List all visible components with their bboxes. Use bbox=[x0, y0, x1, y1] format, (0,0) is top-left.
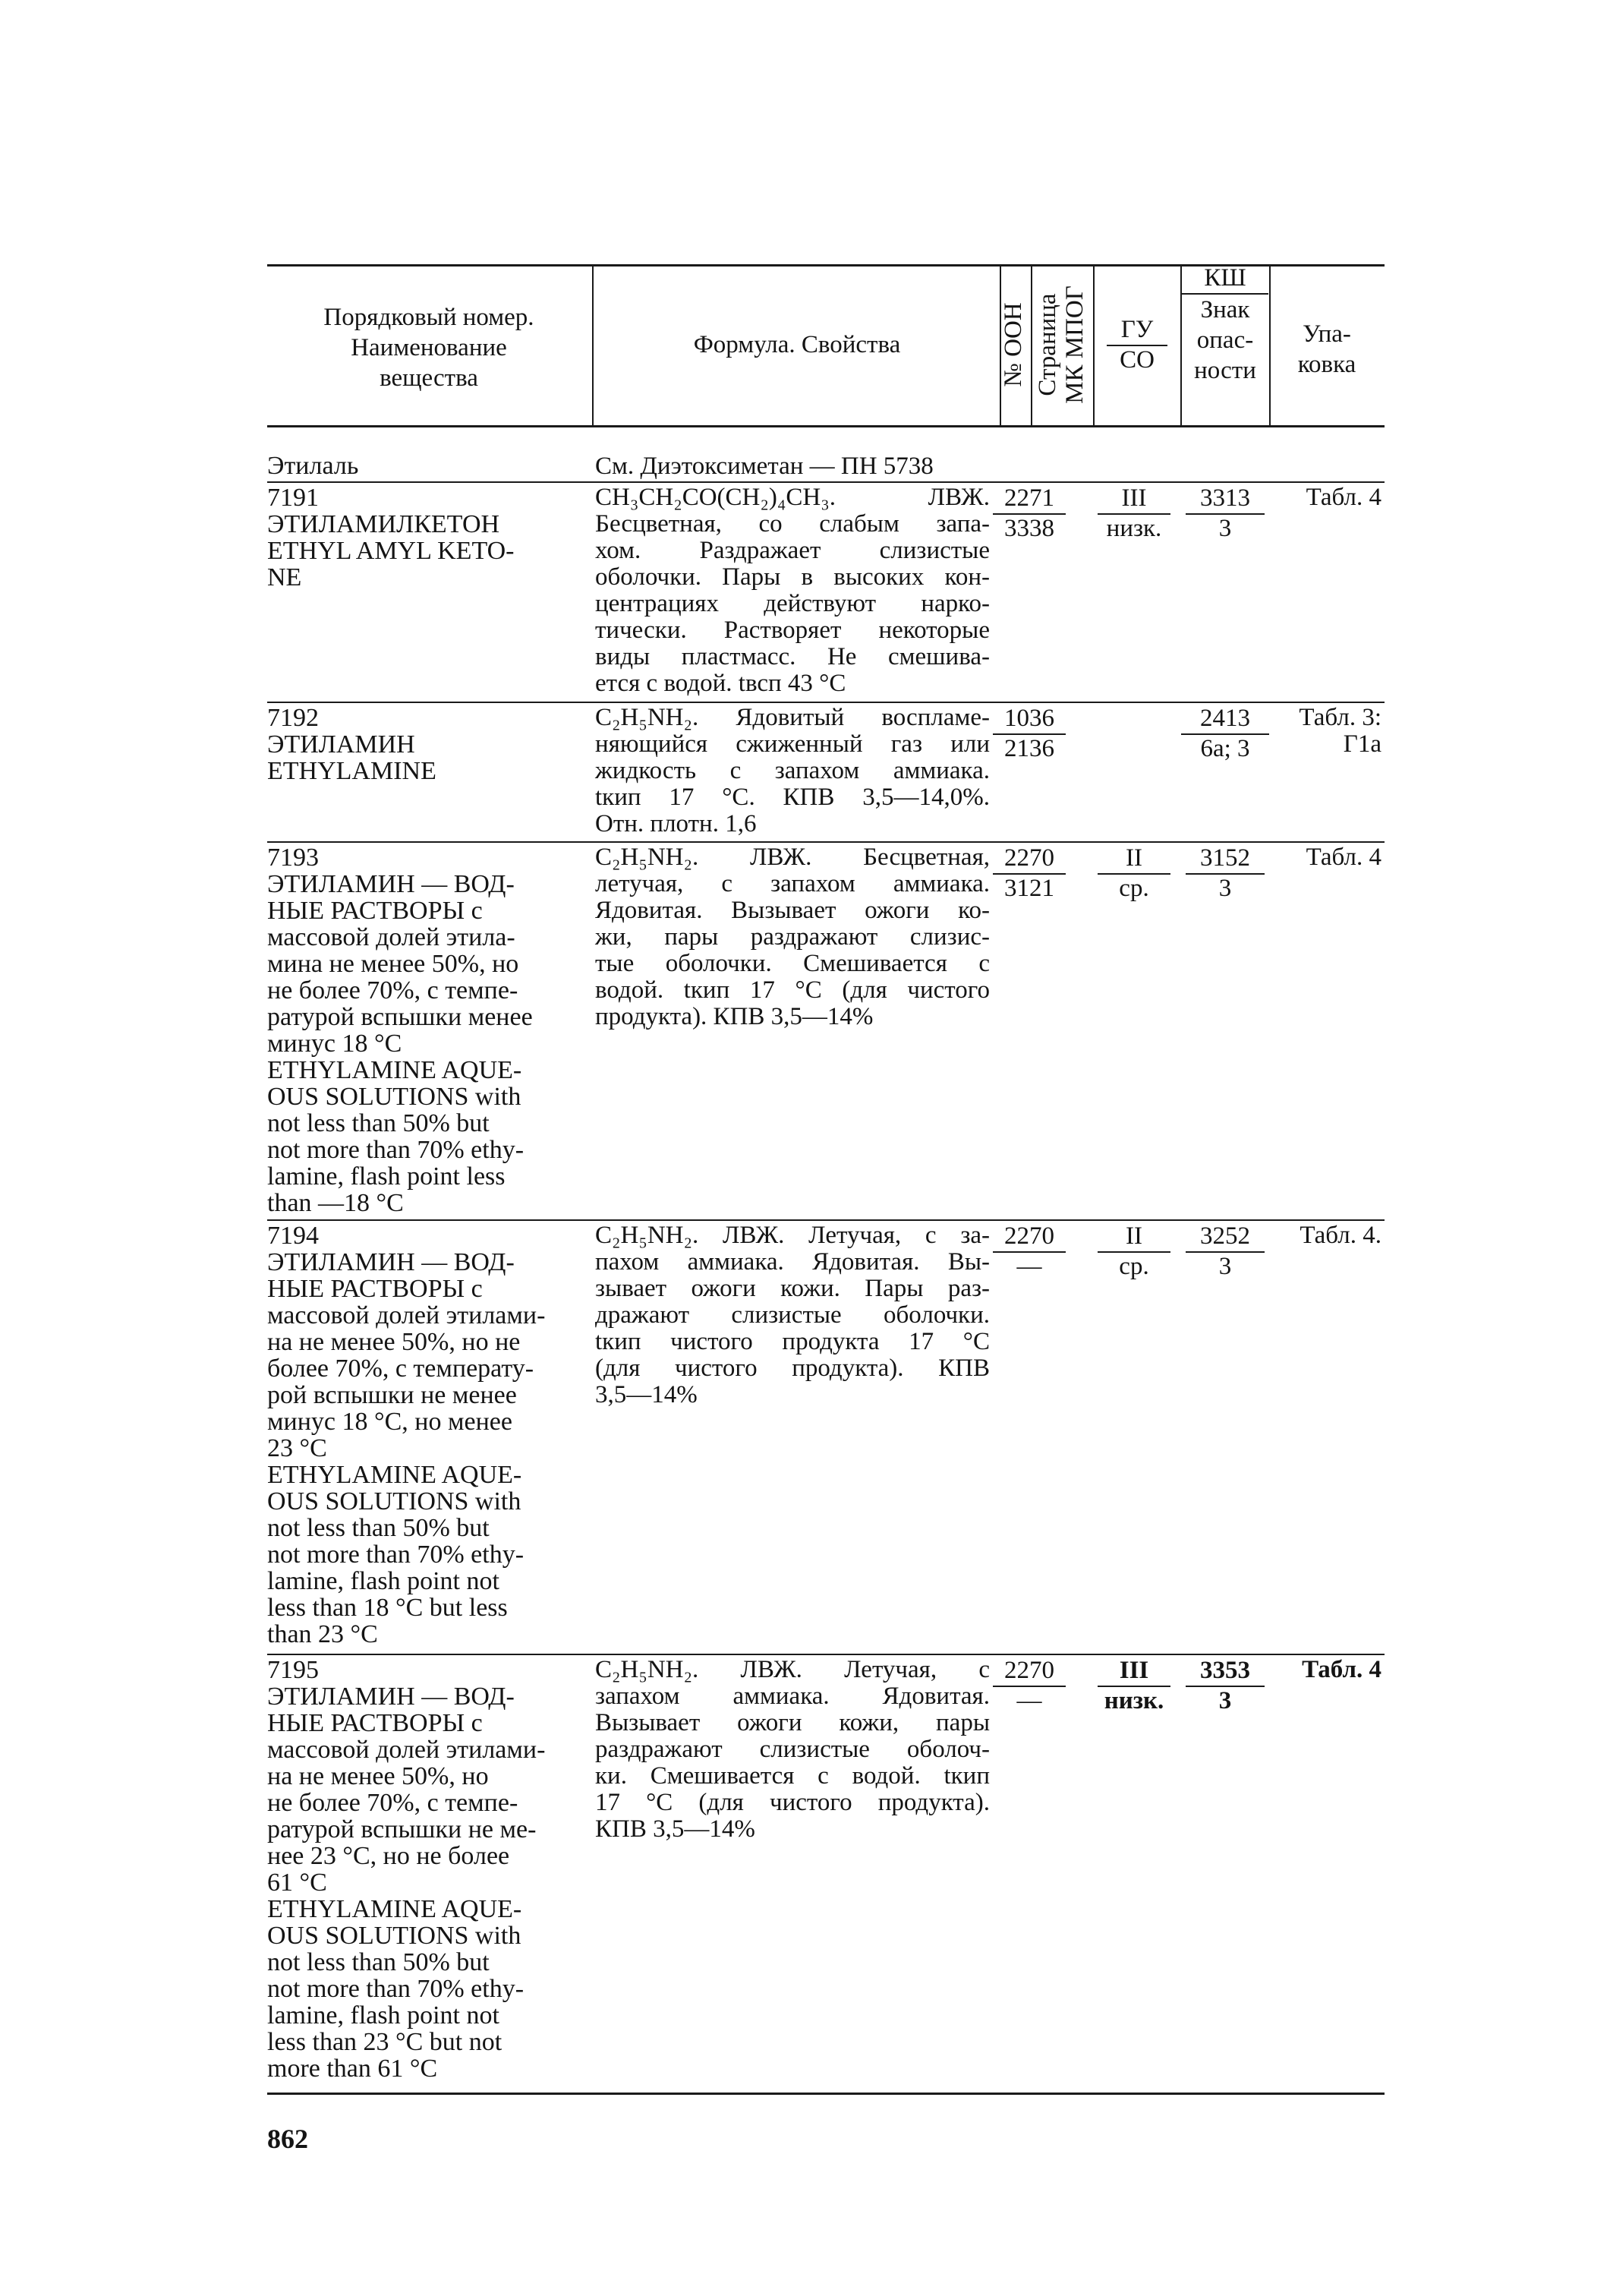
name-line: not more than 70% ethy- bbox=[267, 1975, 525, 2003]
row-rule bbox=[267, 702, 1385, 703]
gu-class bbox=[1098, 844, 1170, 902]
header-divider bbox=[592, 266, 594, 425]
prop-line: жидкость с запахом аммиака. bbox=[595, 757, 990, 784]
name-line: мина не менее 50%, но bbox=[267, 950, 519, 978]
name-line: more than 61 °C bbox=[267, 2055, 438, 2083]
prop-line: CH₃CH₂CO(CH₂)₄CH₃. ЛВЖ. bbox=[595, 484, 990, 511]
header-divider bbox=[1031, 266, 1032, 425]
prop-line: продукта). КПВ 3,5—14% bbox=[595, 1003, 874, 1030]
prop-line: виды пластмасс. Не смешива- bbox=[595, 643, 990, 670]
entry-name bbox=[267, 844, 580, 1216]
prop-line: tкип 17 °C. КПВ 3,5—14,0%. bbox=[595, 784, 990, 811]
gu-class bbox=[1098, 484, 1170, 542]
name-line: less than 23 °C but not bbox=[267, 2028, 502, 2056]
ksh-bottom: 6а; 3 bbox=[1200, 735, 1250, 762]
header-label: МК МПОГ bbox=[1061, 285, 1088, 404]
packaging bbox=[1266, 705, 1381, 758]
name-line: ЭТИЛАМИЛКЕТОН bbox=[267, 510, 500, 538]
header-gu-column bbox=[1107, 316, 1167, 374]
un-number-top: 2271 bbox=[993, 484, 1066, 515]
prop-line: ется с водой. tвсп 43 °C bbox=[595, 670, 846, 697]
un-number-bottom: 3338 bbox=[1004, 515, 1054, 542]
pack-line: Табл. 4 bbox=[1302, 1656, 1381, 1683]
name-line: ETHYLAMINE AQUE- bbox=[267, 1461, 522, 1489]
prop-line: Отн. плотн. 1,6 bbox=[595, 810, 757, 837]
header-label: Страница bbox=[1034, 293, 1061, 396]
un-number bbox=[993, 844, 1066, 902]
header-label: вещества bbox=[380, 364, 478, 392]
prop-line: водой. tкип 17 °C (для чистого bbox=[595, 976, 990, 1004]
prop-line: tкип чистого продукта 17 °C bbox=[595, 1328, 990, 1355]
name-line: lamine, flash point less bbox=[267, 1162, 506, 1191]
ksh-top: 2413 bbox=[1181, 705, 1269, 735]
name-line: рой вспышки не менее bbox=[267, 1381, 517, 1409]
name-line: not more than 70% ethy- bbox=[267, 1136, 525, 1164]
ksh-bottom: 3 bbox=[1218, 875, 1232, 902]
header-label: КШ bbox=[1182, 263, 1268, 295]
entry-properties bbox=[595, 1657, 990, 1843]
name-line: than 23 °C bbox=[267, 1620, 378, 1648]
row-rule bbox=[267, 1654, 1385, 1655]
un-number bbox=[993, 1222, 1066, 1280]
prop-line: зывает ожоги кожи. Пары раз- bbox=[595, 1275, 990, 1302]
header-page-column bbox=[1034, 273, 1088, 417]
prop-line: Бесцветная, со слабым запа- bbox=[595, 510, 990, 538]
entry-number: 7191 bbox=[267, 484, 319, 512]
entry-number: 7195 bbox=[267, 1656, 319, 1684]
prop-line: C₂H₅NH₂. Ядовитый воспламе- bbox=[595, 704, 990, 731]
entry-number: 7192 bbox=[267, 704, 319, 732]
ksh-code bbox=[1181, 705, 1269, 762]
name-line: нее 23 °C, но не более bbox=[267, 1842, 510, 1870]
name-line: OUS SOLUTIONS with bbox=[267, 1922, 521, 1950]
un-number-top: 2270 bbox=[993, 1657, 1066, 1687]
header-label: Упа- bbox=[1303, 320, 1351, 348]
packaging bbox=[1266, 484, 1381, 511]
prop-line: запахом аммиака. Ядовитая. bbox=[595, 1683, 990, 1710]
name-line: ETHYL AMYL KETO- bbox=[267, 537, 515, 565]
header-label: ковка bbox=[1297, 351, 1356, 378]
prop-line: летучая, с запахом аммиака. bbox=[595, 870, 990, 897]
header-divider bbox=[1093, 266, 1095, 425]
prop-line: оболочки. Пары в высоких кон- bbox=[595, 563, 990, 591]
header-pack-column bbox=[1272, 319, 1381, 380]
header-un-column bbox=[1000, 273, 1027, 417]
row-rule bbox=[267, 481, 1385, 483]
name-line: ЭТИЛАМИН — ВОД- bbox=[267, 1683, 515, 1711]
name-line: lamine, flash point not bbox=[267, 1567, 499, 1595]
name-line: OUS SOLUTIONS with bbox=[267, 1487, 521, 1515]
pack-line: Табл. 4 bbox=[1306, 844, 1381, 871]
name-line: 61 °C bbox=[267, 1869, 327, 1897]
gu-top: II bbox=[1098, 1222, 1170, 1253]
name-line: ETHYLAMINE AQUE- bbox=[267, 1895, 522, 1923]
entry-properties bbox=[595, 484, 990, 697]
entry-properties bbox=[595, 844, 990, 1030]
un-number-top: 2270 bbox=[993, 1222, 1066, 1253]
name-line: not less than 50% but bbox=[267, 1109, 490, 1137]
header-label: ГУ bbox=[1107, 316, 1167, 346]
name-line: lamine, flash point not bbox=[267, 2001, 499, 2030]
name-line: ETHYLAMINE AQUE- bbox=[267, 1056, 522, 1084]
name-line: на не менее 50%, но bbox=[267, 1762, 489, 1790]
gu-bottom: ср. bbox=[1119, 875, 1149, 902]
header-label: ности bbox=[1194, 357, 1256, 384]
name-line: not less than 50% but bbox=[267, 1514, 490, 1542]
un-number-bottom: — bbox=[1016, 1253, 1042, 1280]
ksh-code bbox=[1186, 1222, 1265, 1280]
entry-name bbox=[267, 705, 580, 784]
un-number-bottom: 2136 bbox=[1004, 735, 1054, 762]
ref-row-name: Этилаль bbox=[267, 452, 359, 480]
prop-line: (для чистого продукта). КПВ bbox=[595, 1355, 990, 1382]
ksh-code bbox=[1186, 844, 1265, 902]
name-line: более 70%, с температу- bbox=[267, 1355, 534, 1383]
ksh-code bbox=[1186, 484, 1265, 542]
header-label: Порядковый номер. bbox=[323, 304, 534, 331]
ksh-bottom: 3 bbox=[1218, 1253, 1232, 1280]
name-line: минус 18 °C, но менее bbox=[267, 1408, 512, 1436]
gu-bottom: низк. bbox=[1104, 1687, 1164, 1714]
name-line: не более 70%, с темпе- bbox=[267, 1789, 518, 1817]
prop-line: пахом аммиака. Ядовитая. Вы- bbox=[595, 1248, 990, 1276]
prop-line: ки. Смешивается с водой. tкип bbox=[595, 1762, 990, 1790]
prop-line: дражают слизистые оболочки. bbox=[595, 1301, 990, 1329]
ksh-top: 3152 bbox=[1186, 844, 1265, 875]
name-line: на не менее 50%, но не bbox=[267, 1328, 521, 1356]
header-label: СО bbox=[1120, 346, 1155, 374]
row-rule bbox=[267, 1219, 1385, 1221]
packaging bbox=[1266, 1222, 1381, 1249]
name-line: ЭТИЛАМИН — ВОД- bbox=[267, 870, 515, 898]
un-number-bottom: — bbox=[1016, 1687, 1042, 1714]
un-number bbox=[993, 705, 1066, 762]
prop-line: C₂H₅NH₂. ЛВЖ. Летучая, с за- bbox=[595, 1222, 990, 1249]
header-bottom-rule bbox=[267, 425, 1385, 427]
name-line: not more than 70% ethy- bbox=[267, 1541, 525, 1569]
prop-line: тые оболочки. Смешивается с bbox=[595, 950, 990, 977]
name-line: ЭТИЛАМИН bbox=[267, 730, 415, 758]
un-number-top: 2270 bbox=[993, 844, 1066, 875]
prop-line: раздражают слизистые оболоч- bbox=[595, 1736, 990, 1763]
name-line: ЭТИЛАМИН — ВОД- bbox=[267, 1248, 515, 1276]
prop-line: Ядовитая. Вызывает ожоги ко- bbox=[595, 897, 990, 924]
header-formula-column bbox=[600, 330, 994, 360]
gu-class bbox=[1098, 1657, 1170, 1714]
prop-line: КПВ 3,5—14% bbox=[595, 1815, 755, 1843]
prop-line: 17 °C (для чистого продукта). bbox=[595, 1789, 990, 1816]
prop-line: C₂H₅NH₂. ЛВЖ. Летучая, с bbox=[595, 1656, 990, 1683]
page-number: 862 bbox=[267, 2124, 308, 2154]
ksh-top: 3252 bbox=[1186, 1222, 1265, 1253]
pack-line: Табл. 4. bbox=[1300, 1222, 1381, 1249]
gu-top: III bbox=[1098, 1657, 1170, 1687]
header-label: Наименование bbox=[351, 334, 507, 361]
entry-properties bbox=[595, 1222, 990, 1408]
un-number bbox=[993, 484, 1066, 542]
prop-line: хом. Раздражает слизистые bbox=[595, 537, 990, 564]
row-rule bbox=[267, 841, 1385, 843]
name-line: 23 °C bbox=[267, 1434, 327, 1462]
name-line: than —18 °C bbox=[267, 1189, 404, 1217]
prop-line: няющийся сжиженный газ или bbox=[595, 730, 990, 758]
name-line: не более 70%, с темпе- bbox=[267, 976, 518, 1004]
gu-bottom: ср. bbox=[1119, 1253, 1149, 1280]
name-line: массовой долей этила- bbox=[267, 923, 515, 951]
un-number bbox=[993, 1657, 1066, 1714]
entry-name bbox=[267, 1657, 580, 2082]
header-divider bbox=[1269, 266, 1271, 425]
name-line: массовой долей этилами- bbox=[267, 1301, 546, 1329]
name-line: минус 18 °C bbox=[267, 1030, 402, 1058]
pack-line: Г1а bbox=[1343, 730, 1381, 758]
name-line: ратурой вспышки менее bbox=[267, 1003, 533, 1031]
name-line: массовой долей этилами- bbox=[267, 1736, 546, 1764]
name-line: NE bbox=[267, 563, 302, 591]
header-name-column bbox=[273, 302, 584, 393]
entry-number: 7193 bbox=[267, 844, 319, 872]
un-number-top: 1036 bbox=[993, 705, 1066, 735]
un-number-bottom: 3121 bbox=[1004, 875, 1054, 902]
header-label: Знак bbox=[1200, 296, 1250, 323]
name-line: not less than 50% but bbox=[267, 1948, 490, 1976]
ksh-top: 3313 bbox=[1186, 484, 1265, 515]
header-label: № ООН bbox=[1000, 302, 1027, 387]
gu-class bbox=[1098, 1222, 1170, 1280]
name-line: НЫЕ РАСТВОРЫ с bbox=[267, 897, 483, 925]
table-bottom-rule bbox=[267, 2093, 1385, 2095]
header-ksh-column bbox=[1182, 263, 1268, 386]
prop-line: тически. Растворяет некоторые bbox=[595, 617, 990, 644]
ksh-code bbox=[1186, 1657, 1265, 1714]
prop-line: Вызывает ожоги кожи, пары bbox=[595, 1709, 990, 1736]
name-line: ратурой вспышки не ме- bbox=[267, 1815, 537, 1843]
entry-name bbox=[267, 1222, 580, 1648]
gu-bottom: низк. bbox=[1106, 515, 1162, 542]
name-line: OUS SOLUTIONS with bbox=[267, 1083, 521, 1111]
prop-line: 3,5—14% bbox=[595, 1381, 698, 1408]
packaging bbox=[1266, 1657, 1381, 1683]
name-line: ETHYLAMINE bbox=[267, 757, 436, 785]
entry-properties bbox=[595, 705, 990, 837]
packaging bbox=[1266, 844, 1381, 871]
entry-number: 7194 bbox=[267, 1222, 319, 1250]
name-line: less than 18 °C but less bbox=[267, 1594, 508, 1622]
name-line: НЫЕ РАСТВОРЫ с bbox=[267, 1709, 483, 1737]
pack-line: Табл. 4 bbox=[1306, 484, 1381, 511]
ksh-bottom: 3 bbox=[1218, 515, 1232, 542]
prop-line: центрациях действуют нарко- bbox=[595, 590, 990, 617]
ref-row-text: См. Диэтоксиметан — ПН 5738 bbox=[595, 453, 934, 480]
ksh-bottom: 3 bbox=[1218, 1687, 1232, 1714]
header-label: опас- bbox=[1196, 326, 1254, 354]
gu-top: II bbox=[1098, 844, 1170, 875]
ksh-top: 3353 bbox=[1186, 1657, 1265, 1687]
gu-top: III bbox=[1098, 484, 1170, 515]
name-line: НЫЕ РАСТВОРЫ с bbox=[267, 1275, 483, 1303]
header-label: Формула. Свойства bbox=[693, 331, 901, 358]
prop-line: жи, пары раздражают слизис- bbox=[595, 923, 990, 951]
entry-name bbox=[267, 484, 580, 591]
pack-line: Табл. 3: bbox=[1299, 704, 1381, 731]
prop-line: C₂H₅NH₂. ЛВЖ. Бесцветная, bbox=[595, 844, 990, 871]
